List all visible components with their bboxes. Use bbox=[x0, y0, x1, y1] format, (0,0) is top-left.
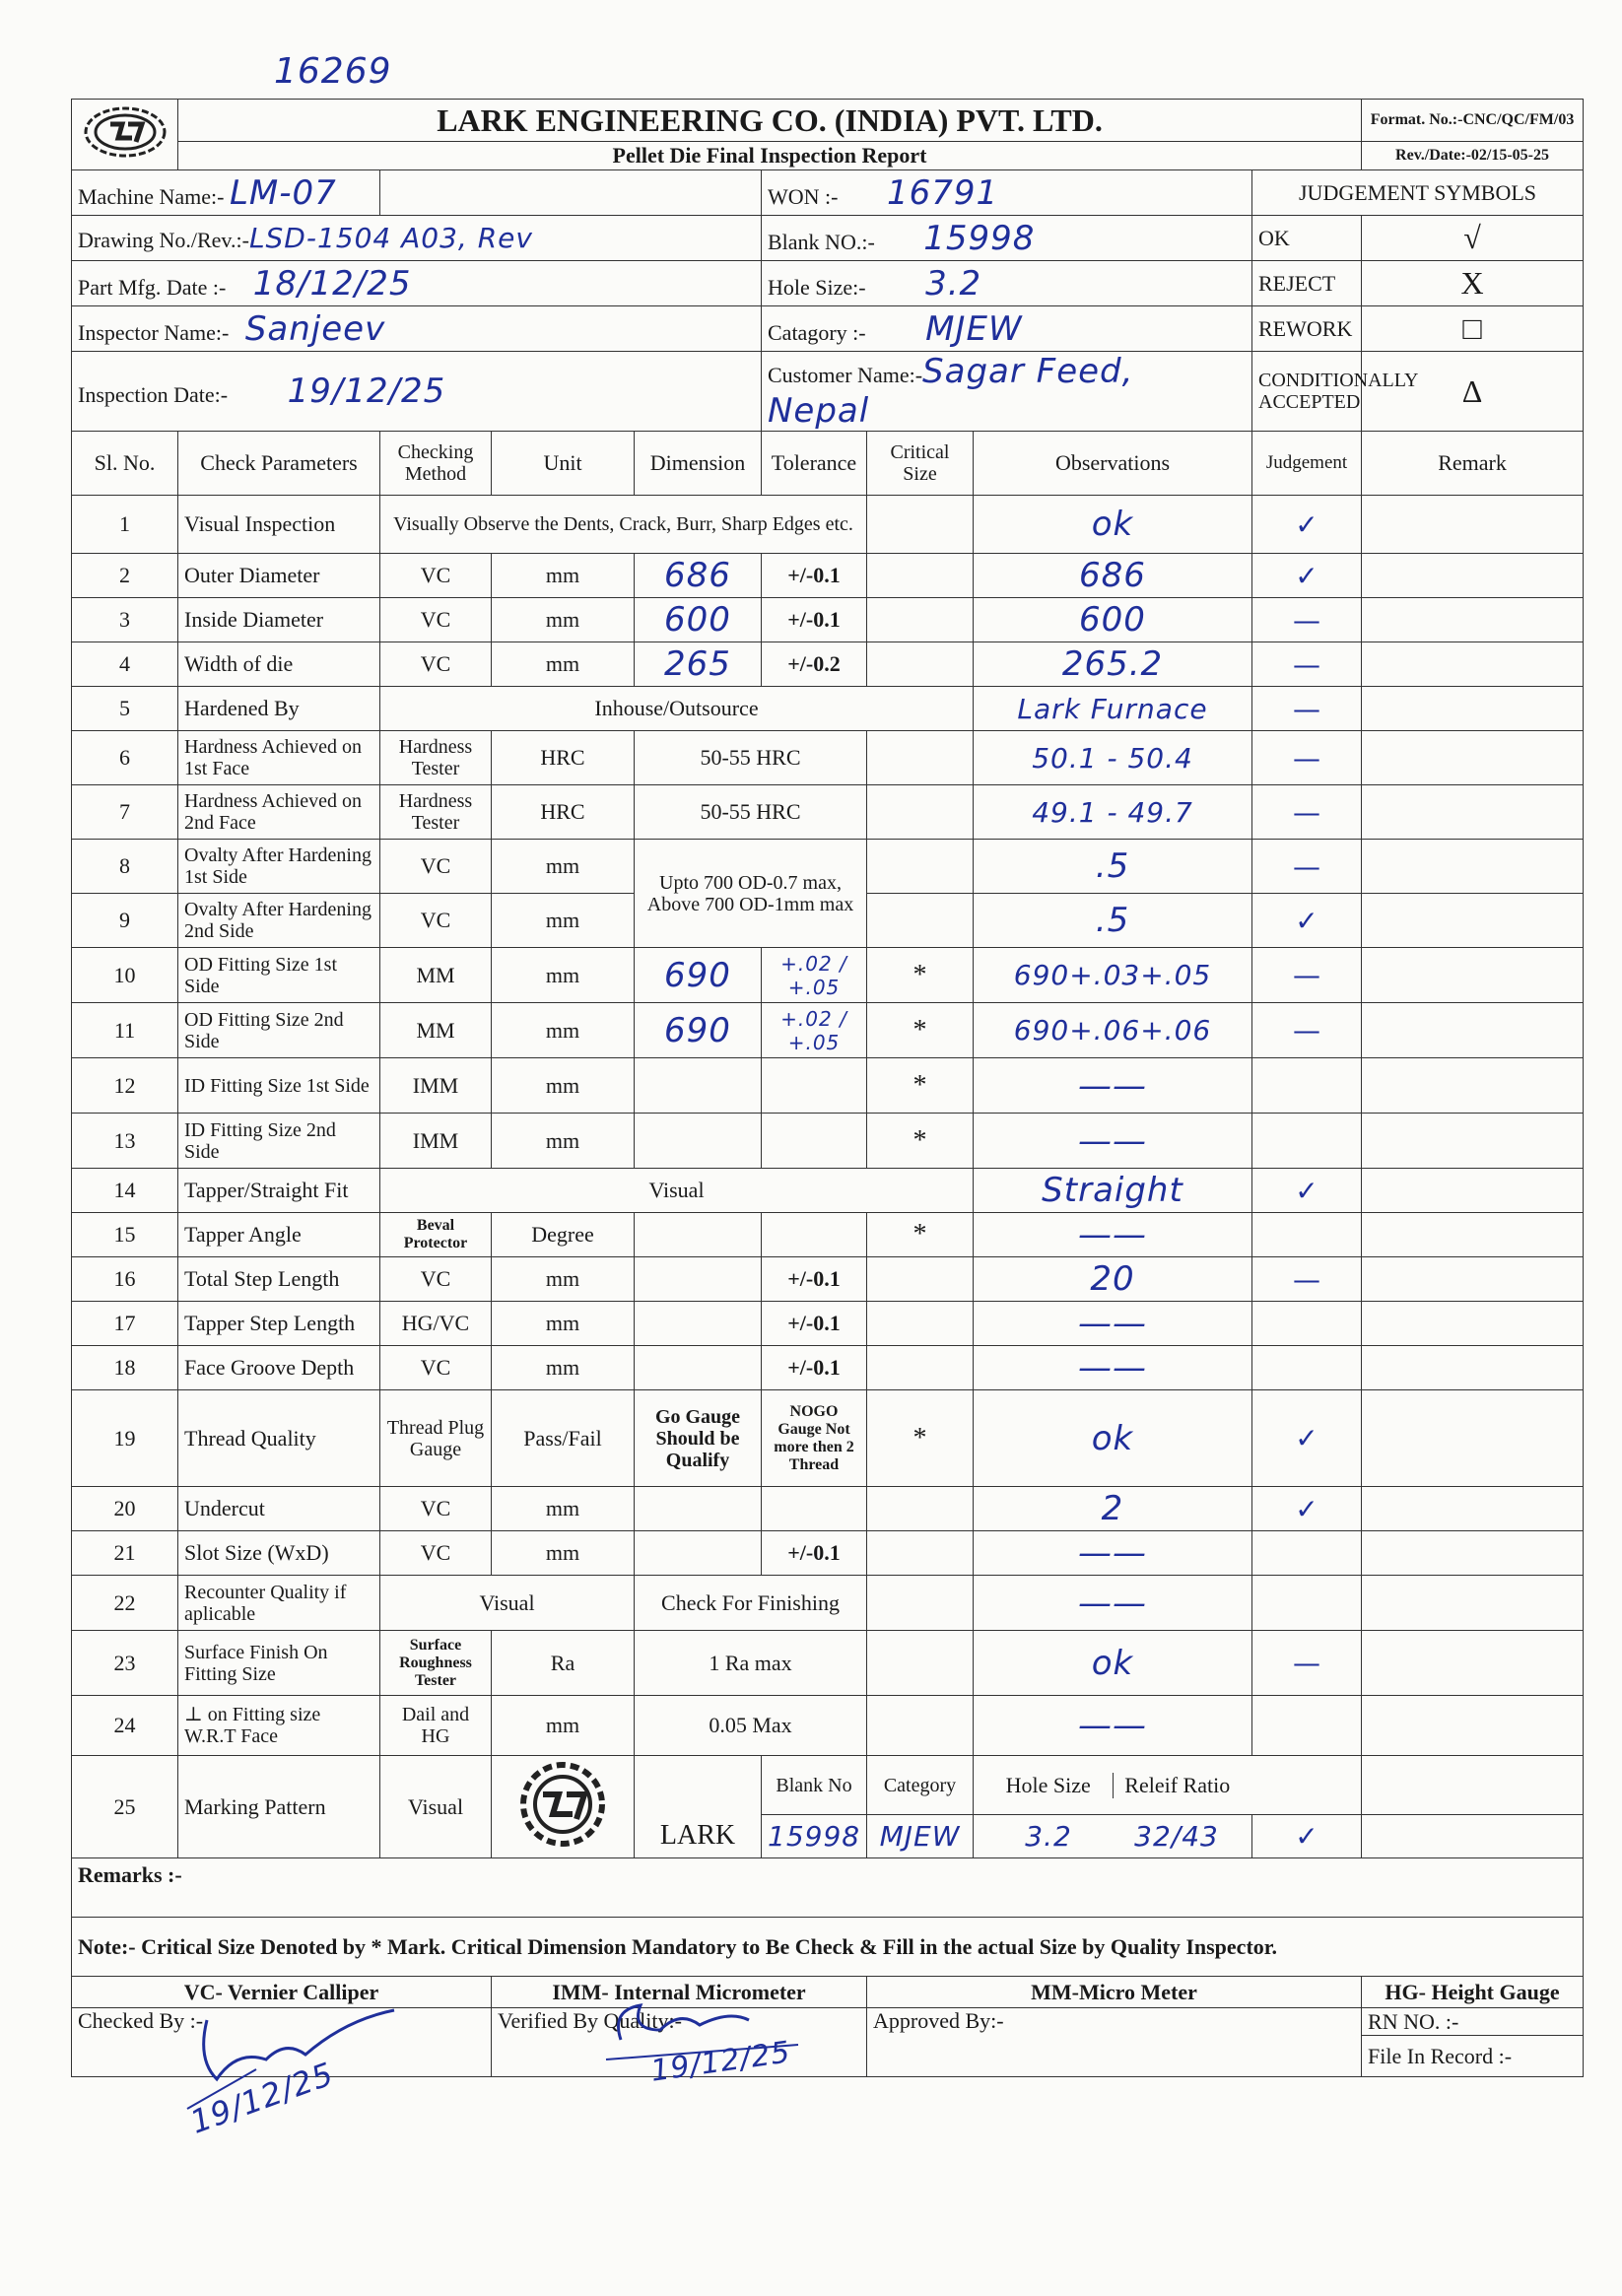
col-sl-no: Sl. No. bbox=[72, 432, 178, 496]
symbol-rework-mark: □ bbox=[1362, 306, 1584, 352]
table-row: 11 OD Fitting Size 2nd Side MM mm 690 +.02 / +.05 * 690+.06+.06 — bbox=[72, 1003, 1584, 1058]
table-row: 2 Outer Diameter VC mm 686 +/-0.1 686 ✓ bbox=[72, 554, 1584, 598]
critical-size-note: Note:- Critical Size Denoted by * Mark. Critical Dimension Mandatory to Be Check & Fill in the actual Size by Quality Inspector. bbox=[72, 1918, 1584, 1977]
category-field: Catagory :- MJEW bbox=[762, 306, 1252, 352]
marking-pattern-row: 25 Marking Pattern Visual LARK Blank No Category Hole Size Releif Ratio bbox=[72, 1756, 1584, 1815]
drawing-no-value: LSD-1504 A03, Rev bbox=[248, 222, 533, 254]
row-number: 1 bbox=[72, 496, 178, 554]
part-mfg-date-field: Part Mfg. Date :- 18/12/25 bbox=[72, 261, 762, 306]
table-row: 24 ⊥ on Fitting size W.R.T Face Dail and HG mm 0.05 Max —— bbox=[72, 1696, 1584, 1756]
machine-name-label: Machine Name:- LM-07 bbox=[72, 170, 380, 216]
verified-by-field: Verified By Quality:- bbox=[492, 2008, 867, 2077]
symbol-reject-mark: X bbox=[1362, 261, 1584, 306]
remarks-label: Remarks :- bbox=[72, 1858, 1584, 1918]
top-ref-number: 16269 bbox=[274, 51, 392, 92]
won-value: 16791 bbox=[886, 172, 999, 213]
verified-by-date: 19/12/25 bbox=[648, 2035, 793, 2089]
won-field: WON :- 16791 bbox=[762, 170, 1252, 216]
row-parameter: Visual Inspection bbox=[178, 496, 380, 554]
row-observation: ok bbox=[974, 496, 1252, 554]
customer-name-field: Customer Name:-Sagar Feed, Nepal bbox=[762, 352, 1252, 432]
row-method-span: Visually Observe the Dents, Crack, Burr, Sharp Edges etc. bbox=[380, 496, 867, 554]
table-row: 20 Undercut VC mm 2 ✓ bbox=[72, 1487, 1584, 1531]
col-dimension: Dimension bbox=[635, 432, 762, 496]
hole-size-value: 3.2 bbox=[925, 263, 982, 304]
symbol-reject-label: REJECT bbox=[1252, 261, 1362, 306]
inspection-date-field: Inspection Date:- 19/12/25 bbox=[72, 352, 762, 432]
col-unit: Unit bbox=[492, 432, 635, 496]
inspection-report bbox=[71, 99, 1583, 2077]
table-row: 18 Face Groove Depth VC mm +/-0.1 —— bbox=[72, 1346, 1584, 1390]
judgement-symbols-title: JUDGEMENT SYMBOLS bbox=[1252, 170, 1584, 216]
symbol-rework-label: REWORK bbox=[1252, 306, 1362, 352]
table-row: 3 Inside Diameter VC mm 600 +/-0.1 600 — bbox=[72, 598, 1584, 642]
drawing-no-field: Drawing No./Rev.:-LSD-1504 A03, Rev bbox=[72, 216, 762, 261]
machine-name-value: LM-07 bbox=[229, 172, 337, 213]
table-row: 23 Surface Finish On Fitting Size Surface Roughness Tester Ra 1 Ra max ok — bbox=[72, 1631, 1584, 1696]
col-observations: Observations bbox=[974, 432, 1252, 496]
format-number: Format. No.:-CNC/QC/FM/03 bbox=[1362, 100, 1584, 142]
row-judgement: ✓ bbox=[1252, 496, 1362, 554]
marking-lark-text: LARK bbox=[635, 1756, 762, 1858]
table-row: 19 Thread Quality Thread Plug Gauge Pass/Fail Go Gauge Should be Qualify NOGO Gauge Not more then 2 Thread * ok ✓ bbox=[72, 1390, 1584, 1487]
table-row: 5 Hardened By Inhouse/Outsource Lark Furnace — bbox=[72, 687, 1584, 731]
report-title: Pellet Die Final Inspection Report bbox=[178, 142, 1362, 170]
symbol-conditional-label: CONDITIONALLY ACCEPTED bbox=[1252, 352, 1362, 432]
rn-no-field: RN NO. :- bbox=[1362, 2008, 1584, 2036]
table-row: 6 Hardness Achieved on 1st Face Hardness Tester HRC 50-55 HRC 50.1 - 50.4 — bbox=[72, 731, 1584, 785]
table-row: 17 Tapper Step Length HG/VC mm +/-0.1 —— bbox=[72, 1302, 1584, 1346]
column-header-row bbox=[72, 432, 1584, 496]
marking-values-row: 15998 MJEW 3.2 32/43 ✓ bbox=[72, 1815, 1584, 1858]
legend-row: VC- Vernier Calliper IMM- Internal Micrometer MM-Micro Meter HG- Height Gauge bbox=[72, 1977, 1584, 2008]
table-row: 13 ID Fitting Size 2nd Side IMM mm * —— bbox=[72, 1114, 1584, 1169]
col-critical-size: Critical Size bbox=[867, 432, 974, 496]
symbol-ok-mark: √ bbox=[1362, 216, 1584, 261]
blank-no-field: Blank NO.:- 15998 bbox=[762, 216, 1252, 261]
hole-size-field: Hole Size:- 3.2 bbox=[762, 261, 1252, 306]
file-in-record-field: File In Record :- bbox=[1362, 2036, 1584, 2077]
part-mfg-date-value: 18/12/25 bbox=[252, 263, 412, 304]
symbol-conditional-mark: Δ bbox=[1362, 352, 1584, 432]
table-row: 4 Width of die VC mm 265 +/-0.2 265.2 — bbox=[72, 642, 1584, 687]
table-row: 16 Total Step Length VC mm +/-0.1 20 — bbox=[72, 1257, 1584, 1302]
checked-by-date: 19/12/25 bbox=[185, 2055, 339, 2141]
report-table bbox=[71, 99, 1584, 2077]
col-checking-method: Checking Method bbox=[380, 432, 492, 496]
table-row: 14 Tapper/Straight Fit Visual Straight ✓ bbox=[72, 1169, 1584, 1213]
customer-name-value: Sagar Feed, Nepal bbox=[768, 352, 1134, 431]
company-name: LARK ENGINEERING CO. (INDIA) PVT. LTD. bbox=[178, 100, 1362, 142]
inspector-name-value: Sanjeev bbox=[244, 308, 386, 349]
col-check-parameters: Check Parameters bbox=[178, 432, 380, 496]
company-logo bbox=[72, 100, 178, 170]
marking-logo bbox=[492, 1756, 635, 1858]
table-row: 22 Recounter Quality if aplicable Visual Check For Finishing —— bbox=[72, 1576, 1584, 1631]
col-judgement: Judgement bbox=[1252, 432, 1362, 496]
table-row: 10 OD Fitting Size 1st Side MM mm 690 +.02 / +.05 * 690+.03+.05 — bbox=[72, 948, 1584, 1003]
table-row bbox=[72, 496, 1584, 554]
table-row: 15 Tapper Angle Beval Protector Degree * —— bbox=[72, 1213, 1584, 1257]
inspector-name-field: Inspector Name:- Sanjeev bbox=[72, 306, 762, 352]
table-row: 21 Slot Size (WxD) VC mm +/-0.1 —— bbox=[72, 1531, 1584, 1576]
approved-by-field: Approved By:- bbox=[867, 2008, 1362, 2077]
table-row: 7 Hardness Achieved on 2nd Face Hardness Tester HRC 50-55 HRC 49.1 - 49.7 — bbox=[72, 785, 1584, 840]
category-value: MJEW bbox=[925, 308, 1023, 349]
gear-logo-icon bbox=[81, 104, 169, 160]
table-row: 9 Ovalty After Hardening 2nd Side VC mm .5 ✓ bbox=[72, 894, 1584, 948]
table-row: 8 Ovalty After Hardening 1st Side VC mm Upto 700 OD-0.7 max, Above 700 OD-1mm max .5 — bbox=[72, 840, 1584, 894]
gear-logo-icon bbox=[504, 1760, 622, 1849]
table-row: 12 ID Fitting Size 1st Side IMM mm * —— bbox=[72, 1058, 1584, 1114]
checked-by-field: Checked By :- bbox=[72, 2008, 492, 2077]
col-remark: Remark bbox=[1362, 432, 1584, 496]
blank-no-value: 15998 bbox=[923, 218, 1036, 258]
col-tolerance: Tolerance bbox=[762, 432, 867, 496]
rev-date: Rev./Date:-02/15-05-25 bbox=[1362, 142, 1584, 170]
inspection-date-value: 19/12/25 bbox=[287, 371, 446, 411]
symbol-ok-label: OK bbox=[1252, 216, 1362, 261]
